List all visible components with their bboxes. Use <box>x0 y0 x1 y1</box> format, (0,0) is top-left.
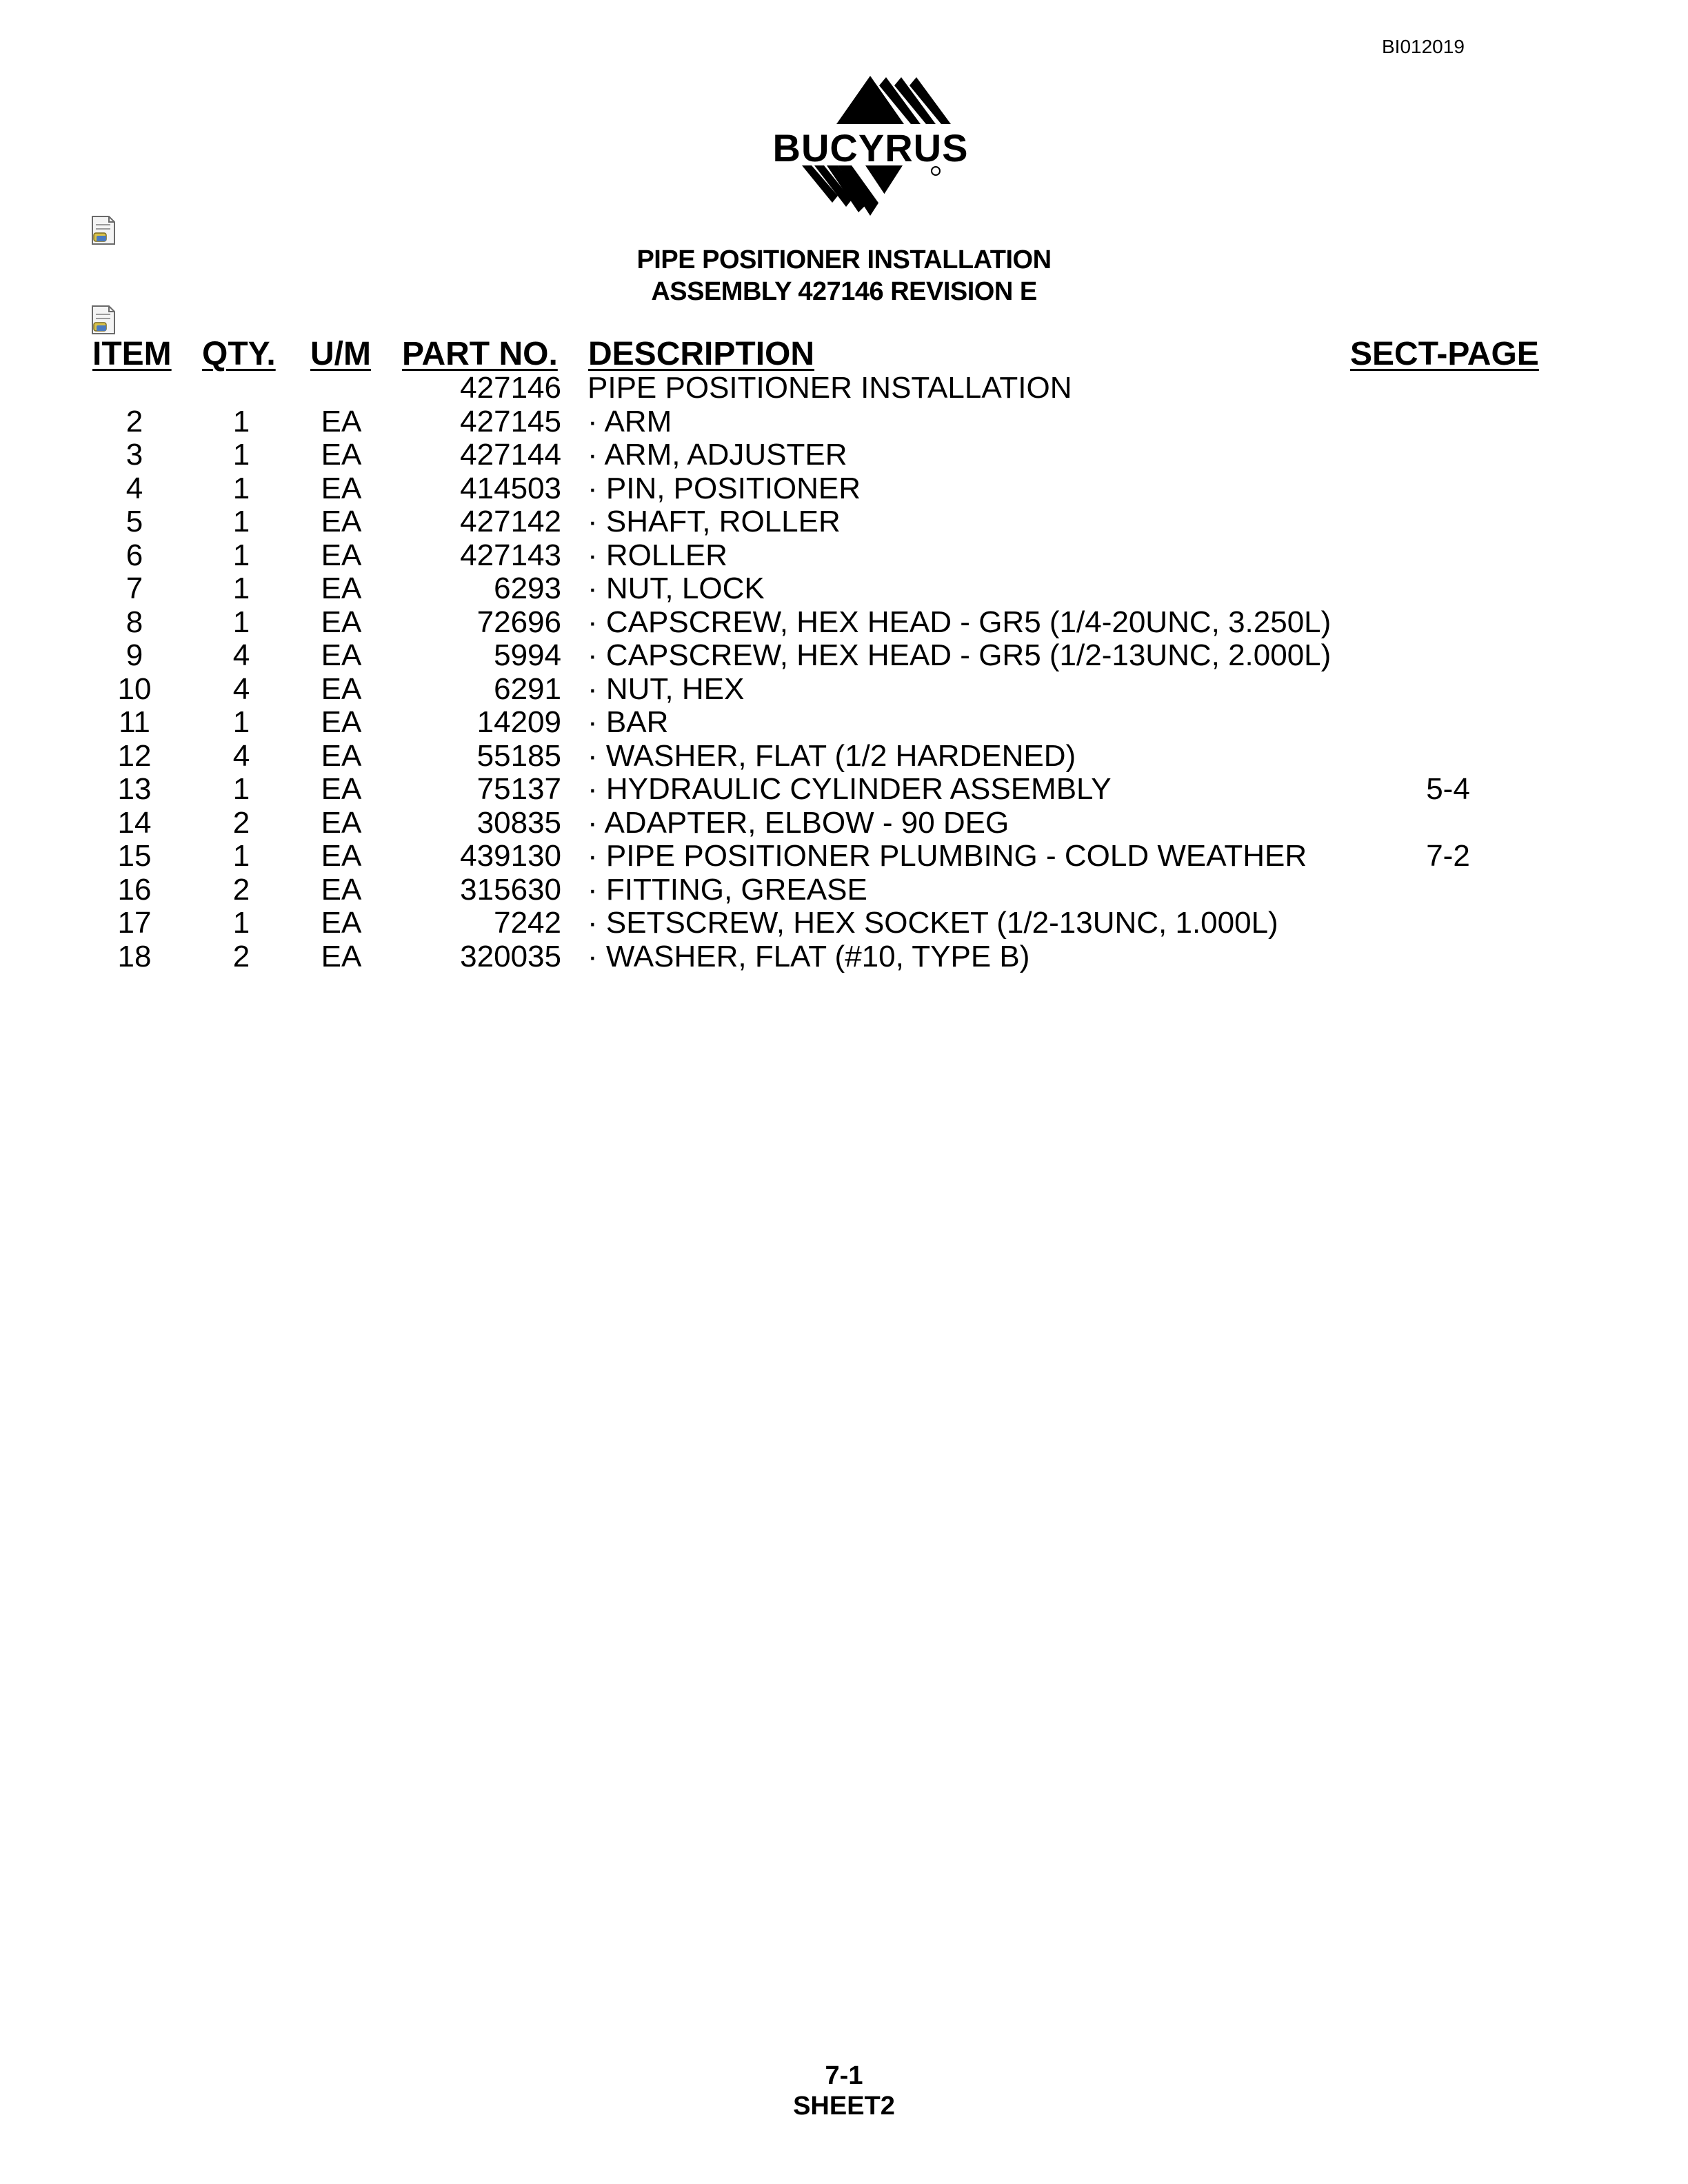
part-number: 6293 <box>494 572 561 605</box>
description: · NUT, LOCK <box>587 572 765 605</box>
description: · ARM <box>587 404 672 438</box>
table-row <box>0 705 1688 738</box>
quantity: 1 <box>232 705 250 739</box>
description: · WASHER, FLAT (1/2 HARDENED) <box>587 738 1076 773</box>
unit-of-measure: EA <box>321 605 362 639</box>
quantity: 2 <box>232 939 250 973</box>
description: · CAPSCREW, HEX HEAD - GR5 (1/4-20UNC, 3.250L) <box>587 605 1332 639</box>
page-number: 7-1 <box>825 2061 863 2090</box>
description: · ROLLER <box>587 538 727 572</box>
quantity: 1 <box>232 772 250 806</box>
description: · PIPE POSITIONER PLUMBING - COLD WEATHER <box>587 839 1307 873</box>
part-number: 5994 <box>494 638 561 672</box>
table-row <box>0 839 1688 872</box>
table-row <box>0 873 1688 906</box>
quantity: 4 <box>232 638 250 672</box>
part-number: 30835 <box>476 805 561 840</box>
item-number: 6 <box>125 538 143 572</box>
part-number: 427145 <box>460 404 561 438</box>
table-row <box>0 940 1688 973</box>
unit-of-measure: EA <box>321 772 362 806</box>
item-number: 17 <box>117 906 152 940</box>
table-row <box>0 806 1688 839</box>
unit-of-measure: EA <box>321 638 362 672</box>
item-number: 2 <box>125 404 143 438</box>
description: · ARM, ADJUSTER <box>587 438 847 472</box>
table-row <box>0 505 1688 538</box>
unit-of-measure: EA <box>321 705 362 739</box>
header-part-no: PART NO. <box>402 336 558 372</box>
sheet-label: SHEET2 <box>793 2092 895 2121</box>
item-number: 5 <box>125 505 143 538</box>
unit-of-measure: EA <box>321 906 362 940</box>
part-number: 439130 <box>460 839 561 873</box>
unit-of-measure: EA <box>321 438 362 472</box>
quantity: 2 <box>232 805 250 840</box>
bucyrus-logo <box>755 74 986 219</box>
item-number: 10 <box>117 671 152 706</box>
unit-of-measure: EA <box>321 471 362 505</box>
table-row <box>0 572 1688 605</box>
quantity: 1 <box>232 505 250 538</box>
logo-wordmark: BUCYRUS <box>772 126 969 170</box>
table-row <box>0 371 1688 404</box>
note-attachment-icon[interactable] <box>90 305 117 335</box>
item-number: 18 <box>117 939 152 973</box>
unit-of-measure: EA <box>321 738 362 773</box>
header-um: U/M <box>310 336 371 372</box>
table-row <box>0 638 1688 671</box>
assembly-revision: ASSEMBLY 427146 REVISION E <box>651 277 1037 306</box>
part-number: 414503 <box>460 471 561 505</box>
item-number: 13 <box>117 772 152 806</box>
item-number: 16 <box>117 872 152 907</box>
quantity: 1 <box>232 404 250 438</box>
description: · SHAFT, ROLLER <box>587 505 841 538</box>
description: · FITTING, GREASE <box>587 872 867 907</box>
table-row <box>0 906 1688 939</box>
table-row <box>0 672 1688 705</box>
part-number: 14209 <box>476 705 561 739</box>
item-number: 14 <box>117 805 152 840</box>
table-row <box>0 605 1688 638</box>
header-qty: QTY. <box>202 336 276 372</box>
unit-of-measure: EA <box>321 572 362 605</box>
description: · ADAPTER, ELBOW - 90 DEG <box>587 805 1009 840</box>
quantity: 1 <box>232 538 250 572</box>
description: · WASHER, FLAT (#10, TYPE B) <box>587 939 1030 973</box>
quantity: 1 <box>232 438 250 472</box>
table-row <box>0 438 1688 471</box>
unit-of-measure: EA <box>321 939 362 973</box>
part-number: 427143 <box>460 538 561 572</box>
quantity: 4 <box>232 738 250 773</box>
part-number: 427142 <box>460 505 561 538</box>
item-number: 8 <box>125 605 143 639</box>
part-number: 72696 <box>476 605 561 639</box>
description: · HYDRAULIC CYLINDER ASSEMBLY <box>587 772 1112 806</box>
description: · NUT, HEX <box>587 671 745 706</box>
unit-of-measure: EA <box>321 872 362 907</box>
part-number: 320035 <box>460 939 561 973</box>
sect-page: 5-4 <box>1426 772 1470 806</box>
item-number: 11 <box>119 705 150 739</box>
unit-of-measure: EA <box>321 671 362 706</box>
description: · BAR <box>587 705 669 739</box>
item-number: 4 <box>125 471 143 505</box>
description: · CAPSCREW, HEX HEAD - GR5 (1/2-13UNC, 2.000L) <box>587 638 1332 672</box>
note-attachment-icon[interactable] <box>90 215 117 245</box>
item-number: 3 <box>125 438 143 472</box>
table-row <box>0 772 1688 805</box>
part-number: 6291 <box>494 671 561 706</box>
quantity: 1 <box>232 839 250 873</box>
quantity: 2 <box>232 872 250 907</box>
part-number: 55185 <box>476 738 561 773</box>
table-row <box>0 538 1688 572</box>
unit-of-measure: EA <box>321 538 362 572</box>
unit-of-measure: EA <box>321 805 362 840</box>
item-number: 15 <box>117 839 152 873</box>
quantity: 1 <box>232 471 250 505</box>
item-number: 12 <box>117 738 152 773</box>
item-number: 7 <box>125 572 143 605</box>
item-number: 9 <box>125 638 143 672</box>
table-row <box>0 405 1688 438</box>
header-description: DESCRIPTION <box>588 336 815 372</box>
unit-of-measure: EA <box>321 505 362 538</box>
description: · SETSCREW, HEX SOCKET (1/2-13UNC, 1.000L) <box>587 906 1278 940</box>
unit-of-measure: EA <box>321 839 362 873</box>
document-id: BI012019 <box>1382 36 1465 57</box>
quantity: 1 <box>232 605 250 639</box>
quantity: 1 <box>232 572 250 605</box>
table-row <box>0 472 1688 505</box>
part-number: 75137 <box>476 772 561 806</box>
unit-of-measure: EA <box>321 404 362 438</box>
part-number: 7242 <box>494 906 561 940</box>
quantity: 1 <box>232 906 250 940</box>
header-item: ITEM <box>92 336 172 372</box>
part-number: 427146 <box>460 371 561 405</box>
description: PIPE POSITIONER INSTALLATION <box>587 371 1072 405</box>
part-number: 427144 <box>460 438 561 472</box>
sect-page: 7-2 <box>1426 839 1470 873</box>
description: · PIN, POSITIONER <box>587 471 861 505</box>
part-number: 315630 <box>460 872 561 907</box>
table-row <box>0 739 1688 772</box>
quantity: 4 <box>232 671 250 706</box>
document-title: PIPE POSITIONER INSTALLATION <box>636 245 1052 274</box>
header-sect-page: SECT-PAGE <box>1350 336 1539 372</box>
